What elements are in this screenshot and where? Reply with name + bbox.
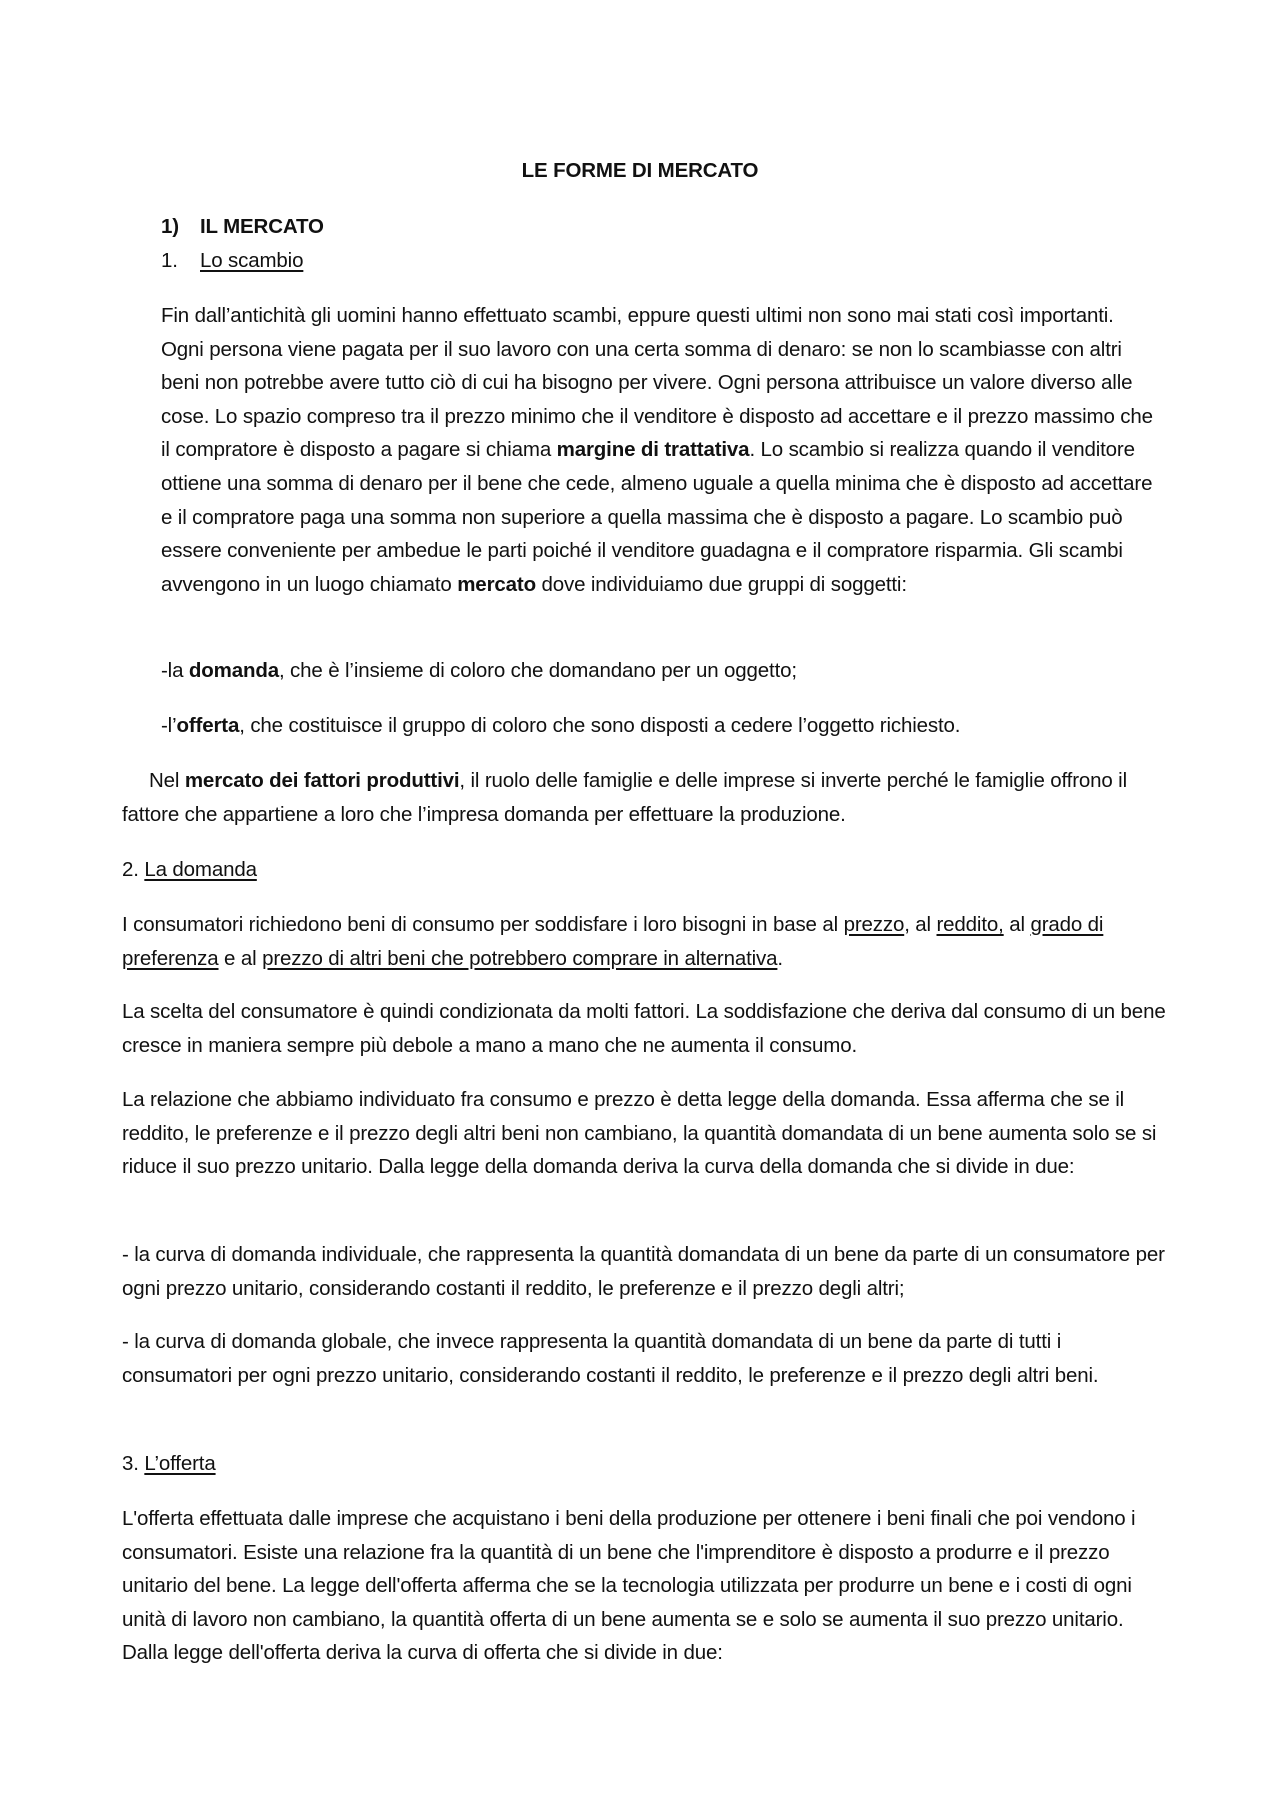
bold-term: offerta xyxy=(176,714,240,737)
subsection-heading-lo-scambio xyxy=(161,244,1161,278)
text-run: e al xyxy=(218,946,263,970)
bold-term: mercato dei fattori produttivi xyxy=(184,769,460,792)
text-run: -la xyxy=(161,659,189,682)
text-run: . xyxy=(777,946,783,970)
section-heading-il-mercato xyxy=(161,210,1161,244)
paragraph-domanda-def xyxy=(161,654,1161,688)
text-run: I consumatori richiedono beni di consumo per soddisfare i loro bisogni in base al xyxy=(122,913,844,936)
underlined-term: reddito, xyxy=(936,913,1004,936)
subsection-number: 3. xyxy=(122,1452,145,1475)
bold-term: margine di trattativa xyxy=(556,438,750,462)
text-run: dove individuiamo due gruppi di soggetti: xyxy=(535,572,907,596)
text-run: , il ruolo delle famiglie e delle imprese si inverte perché le famiglie offrono il fattore che appartiene a loro che l’impresa domanda per effettuare la produzione. xyxy=(122,769,1127,826)
text-run: -l’ xyxy=(161,714,177,737)
paragraph-consumatori xyxy=(122,908,1167,975)
text-run: , al xyxy=(904,913,937,936)
paragraph-legge-domanda: La relazione che abbiamo individuato fra consumo e prezzo è detta legge della domanda. Essa afferma che se il reddito, le preferenze e il prezzo degli altri beni non cambiano, la quantità domandata di un bene aumenta solo se si riduce il suo prezzo unitario. Dalla legge della domanda deriva la curva della domanda che si divide in due: xyxy=(122,1088,1157,1179)
text-run: , che è l’insieme di coloro che domandano per un oggetto; xyxy=(278,659,797,682)
paragraph-curva-globale: - la curva di domanda globale, che invece rappresenta la quantità domandata di un bene da parte di tutti i consumatori per ogni prezzo unitario, considerando costanti il reddito, le preferenze e il prezzo degli altri beni. xyxy=(122,1330,1099,1387)
paragraph-offerta: L'offerta effettuata dalle imprese che acquistano i beni della produzione per ottenere i beni finali che poi vendono i consumatori. Esiste una relazione fra la quantità di un bene che l'imprenditore è disposto a produrre e il prezzo unitario del bene. La legge dell'offerta afferma che se la tecnologia utilizzata per produrre un bene e i costi di ogni unità di lavoro non cambiano, la quantità offerta di un bene aumenta se e solo se aumenta il suo prezzo unitario. Dalla legge dell'offerta deriva la curva di offerta che si divide in due: xyxy=(122,1507,1136,1665)
underlined-term: prezzo xyxy=(843,913,905,936)
document-title: LE FORME DI MERCATO xyxy=(521,159,759,182)
section-number: 1) xyxy=(161,215,179,238)
subsection-title: L’offerta xyxy=(144,1452,216,1475)
paragraph-scambio xyxy=(161,299,1161,601)
subsection-number: 1. xyxy=(161,249,178,272)
text-run: . Lo scambio si realizza quando il venditore ottiene una somma di denaro per il bene che cede, almeno uguale a quella minima che è disposto ad accettare e il compratore paga una somma non superiore a quella massima che è disposto a pagare. Lo scambio può essere conveniente per ambedue le parti poiché il venditore guadagna e il compratore risparmia. Gli scambi avvengono in un luogo chiamato xyxy=(161,438,1153,596)
paragraph-scelta-consumatore: La scelta del consumatore è quindi condizionata da molti fattori. La soddisfazione che deriva dal consumo di un bene cresce in maniera sempre più debole a mano a mano che ne aumenta il consumo. xyxy=(122,1000,1166,1057)
text-run: al xyxy=(1003,913,1031,936)
text-run: Fin dall’antichità gli uomini hanno effettuato scambi, eppure questi ultimi non sono mai stati così importanti. Ogni persona viene pagata per il suo lavoro con una certa somma di denaro: se non lo scambiasse con altri beni non potrebbe avere tutto ciò di cui ha bisogno per vivere. Ogni persona attribuisce un valore diverso alle cose. Lo spazio compreso tra il prezzo minimo che il venditore è disposto ad accettare e il prezzo massimo che il compratore è disposto a pagare si chiama xyxy=(161,304,1153,462)
subsection-number: 2. xyxy=(122,858,145,881)
bold-term: mercato xyxy=(457,572,536,596)
underlined-term: prezzo di altri beni che potrebbero comprare in alternativa xyxy=(262,946,778,970)
underlined-term: grado di preferenza xyxy=(122,913,1104,970)
paragraph-curva-individuale: - la curva di domanda individuale, che rappresenta la quantità domandata di un bene da parte di un consumatore per ogni prezzo unitario, considerando costanti il reddito, le preferenze e il prezzo degli altri; xyxy=(122,1243,1165,1300)
paragraph-offerta-def xyxy=(161,709,1161,743)
text-run: Nel xyxy=(149,769,185,792)
section-title: IL MERCATO xyxy=(200,215,324,238)
bold-term: domanda xyxy=(188,659,279,682)
paragraph-fattori-produttivi xyxy=(122,764,1167,831)
subsection-title: Lo scambio xyxy=(200,249,304,272)
subsection-heading-la-domanda xyxy=(122,853,1167,887)
subsection-title: La domanda xyxy=(144,858,257,881)
subsection-heading-offerta xyxy=(122,1447,1167,1481)
text-run: , che costituisce il gruppo di coloro che sono disposti a cedere l’oggetto richiesto. xyxy=(239,714,961,737)
